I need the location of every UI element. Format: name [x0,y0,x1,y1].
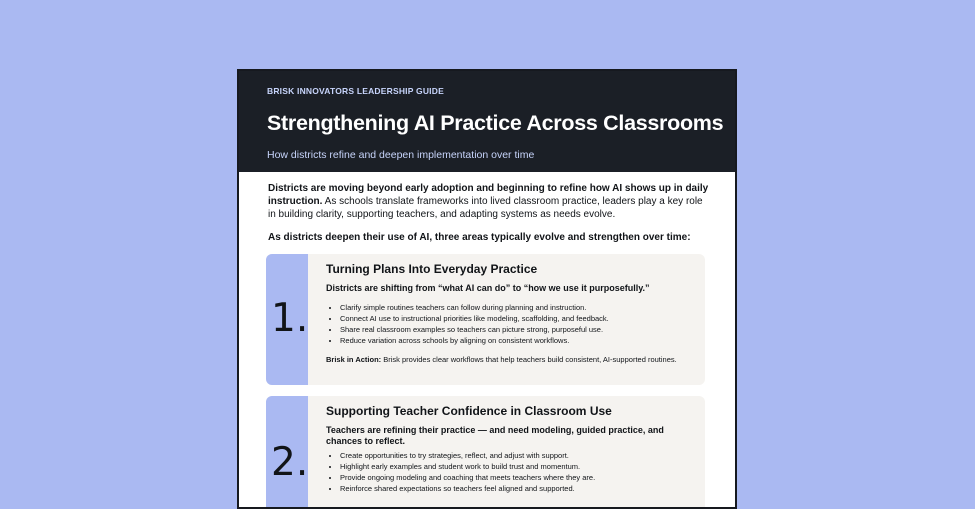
lead-sentence: As districts deepen their use of AI, three areas typically evolve and strengthen over time: [268,232,691,243]
document-header [239,71,735,172]
brisk-in-action [326,354,685,365]
section-content [326,404,685,494]
eyebrow-label: BRISK INNOVATORS LEADERSHIP GUIDE [267,86,444,96]
bullet-item: • Share real classroom examples so teachers can picture strong, purposeful use. [340,324,685,335]
bullet-item: • Provide ongoing modeling and coaching that meets teachers where they are. [340,472,685,483]
section-card-2 [266,396,705,509]
section-subtitle: Teachers are refining their practice — and need modeling, guided practice, and chances to reflect. [326,425,664,446]
bullet-item: • Clarify simple routines teachers can follow during planning and instruction. [340,302,685,313]
section-title: Supporting Teacher Confidence in Classroom Use [326,404,612,418]
bullet-item: • Reduce variation across schools by aligning on consistent workflows. [340,335,685,346]
bullet-item: • Connect AI use to instructional priorities like modeling, scaffolding, and feedback. [340,313,685,324]
guide-document [237,69,737,509]
bullet-item: • Create opportunities to try strategies, reflect, and adjust with support. [340,450,685,461]
bullet-item: • Reinforce shared expectations so teachers feel aligned and supported. [340,483,685,494]
intro-rest: As schools translate frameworks into lived classroom practice, leaders play a key role in building clarity, supporting teachers, and adapting systems as needs evolve. [268,196,703,220]
document-subtitle: How districts refine and deepen implementation over time [267,149,535,161]
bullet-list [326,450,685,494]
document-body [239,172,735,509]
intro-bold: Districts are moving beyond early adoption and beginning to refine how AI shows up in daily instruction. [268,183,709,207]
section-title: Turning Plans Into Everyday Practice [326,262,538,276]
section-number: 1. [271,296,309,341]
bullet-list [326,302,685,346]
number-tab [266,254,308,385]
document-title: Strengthening AI Practice Across Classrooms [267,111,724,135]
section-content [326,262,685,365]
section-number: 2. [271,440,309,485]
section-card-1 [266,254,705,385]
in-action-label: Brisk in Action: [326,355,382,364]
in-action-text: Brisk provides clear workflows that help teachers build consistent, AI-supported routines. [381,355,677,364]
intro-paragraph [268,182,709,221]
number-tab [266,396,308,509]
section-subtitle: Districts are shifting from “what AI can do” to “how we use it purposefully.” [326,283,650,293]
bullet-item: • Highlight early examples and student work to build trust and momentum. [340,461,685,472]
